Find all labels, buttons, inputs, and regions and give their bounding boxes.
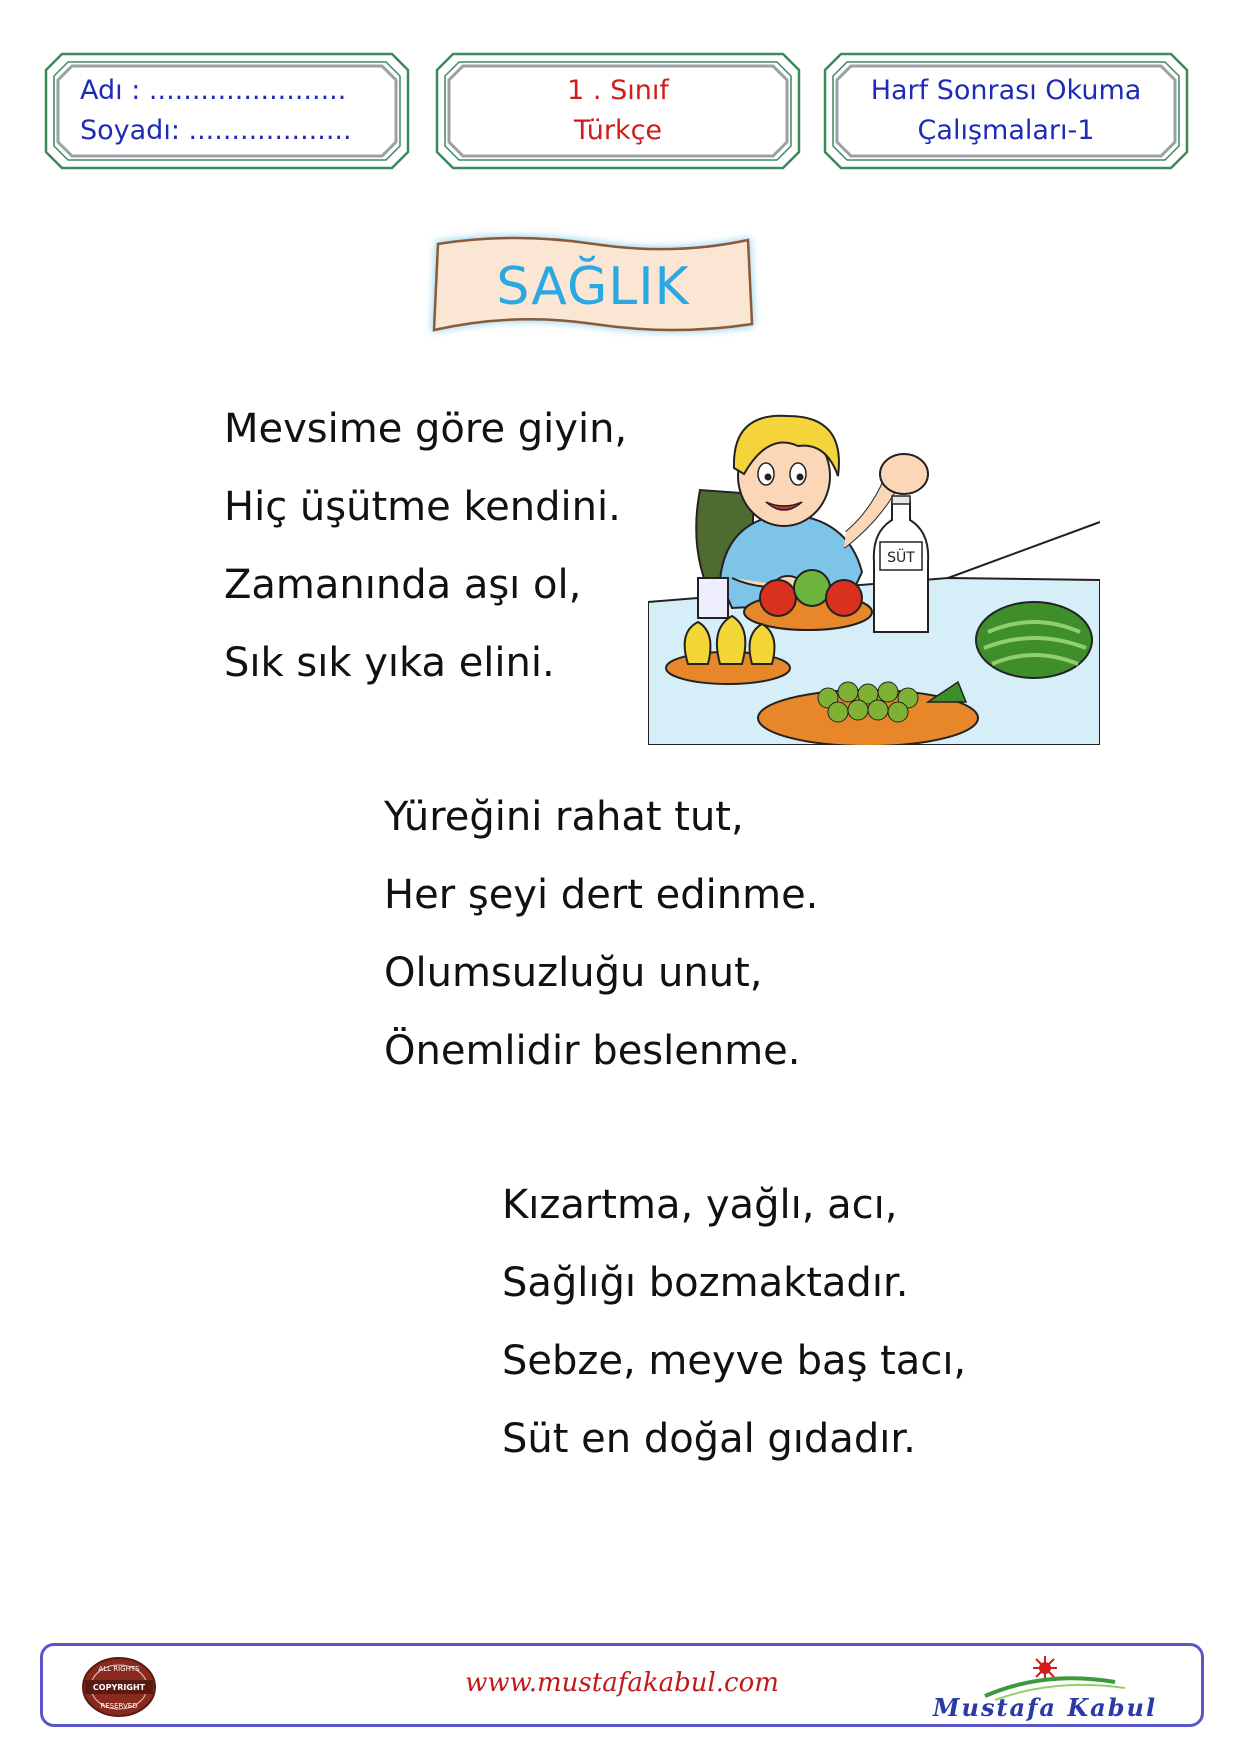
poem-line: Kızartma, yağlı, acı,: [502, 1182, 898, 1228]
subject-label: Türkçe: [573, 115, 663, 146]
surname-row: [80, 111, 410, 151]
signature-text: Mustafa Kabul: [932, 1693, 1158, 1722]
poem-stanza-1: [224, 390, 627, 702]
series-box: [823, 52, 1189, 170]
poem-line: Sebze, meyve baş tacı,: [502, 1338, 967, 1384]
grade-label: 1 . Sınıf: [567, 75, 669, 106]
poem-line: Sağlığı bozmaktadır.: [502, 1260, 909, 1306]
name-field[interactable]: .......................: [148, 75, 347, 106]
poem-stanza-2: [384, 778, 818, 1090]
series-line-1: Harf Sonrası Okuma: [870, 75, 1142, 106]
poem-line: Zamanında aşı ol,: [224, 562, 582, 608]
poem-line: Yüreğini rahat tut,: [384, 794, 744, 840]
poem-line: Sık sık yıka elini.: [224, 640, 555, 686]
title-banner: [424, 228, 762, 344]
series-line-2: Çalışmaları-1: [917, 115, 1095, 146]
poem-stanza-3: [502, 1166, 966, 1478]
series-box-text: [823, 52, 1189, 170]
poem-line: Önemlidir beslenme.: [384, 1028, 801, 1074]
website-link[interactable]: www.mustafakabul.com: [465, 1668, 779, 1698]
footer-bar: [40, 1643, 1204, 1727]
signature-logo: [915, 1652, 1175, 1724]
class-box-text: [435, 52, 801, 170]
healthy-food-illustration: [648, 402, 1100, 745]
name-box: [44, 52, 410, 170]
surname-field[interactable]: ...................: [188, 115, 352, 146]
bottle-label: SÜT: [887, 550, 915, 566]
child-eating-illustration: [648, 402, 1100, 745]
poem-line: Olumsuzluğu unut,: [384, 950, 763, 996]
name-box-text: [44, 52, 410, 170]
surname-label: Soyadı:: [80, 115, 180, 146]
poem-line: Hiç üşütme kendini.: [224, 484, 621, 530]
page-title: SAĞLIK: [496, 257, 690, 317]
flower-icon: [1033, 1656, 1057, 1680]
badge-bottom-text: RESERVED: [100, 1702, 138, 1710]
class-box: [435, 52, 801, 170]
name-label: Adı :: [80, 75, 141, 106]
poem-line: Her şeyi dert edinme.: [384, 872, 819, 918]
badge-top-text: ALL RIGHTS: [98, 1665, 140, 1673]
name-row: [80, 71, 410, 111]
poem-line: Mevsime göre giyin,: [224, 406, 628, 452]
poem-line: Süt en doğal gıdadır.: [502, 1416, 916, 1462]
badge-middle-text: COPYRIGHT: [92, 1683, 146, 1692]
